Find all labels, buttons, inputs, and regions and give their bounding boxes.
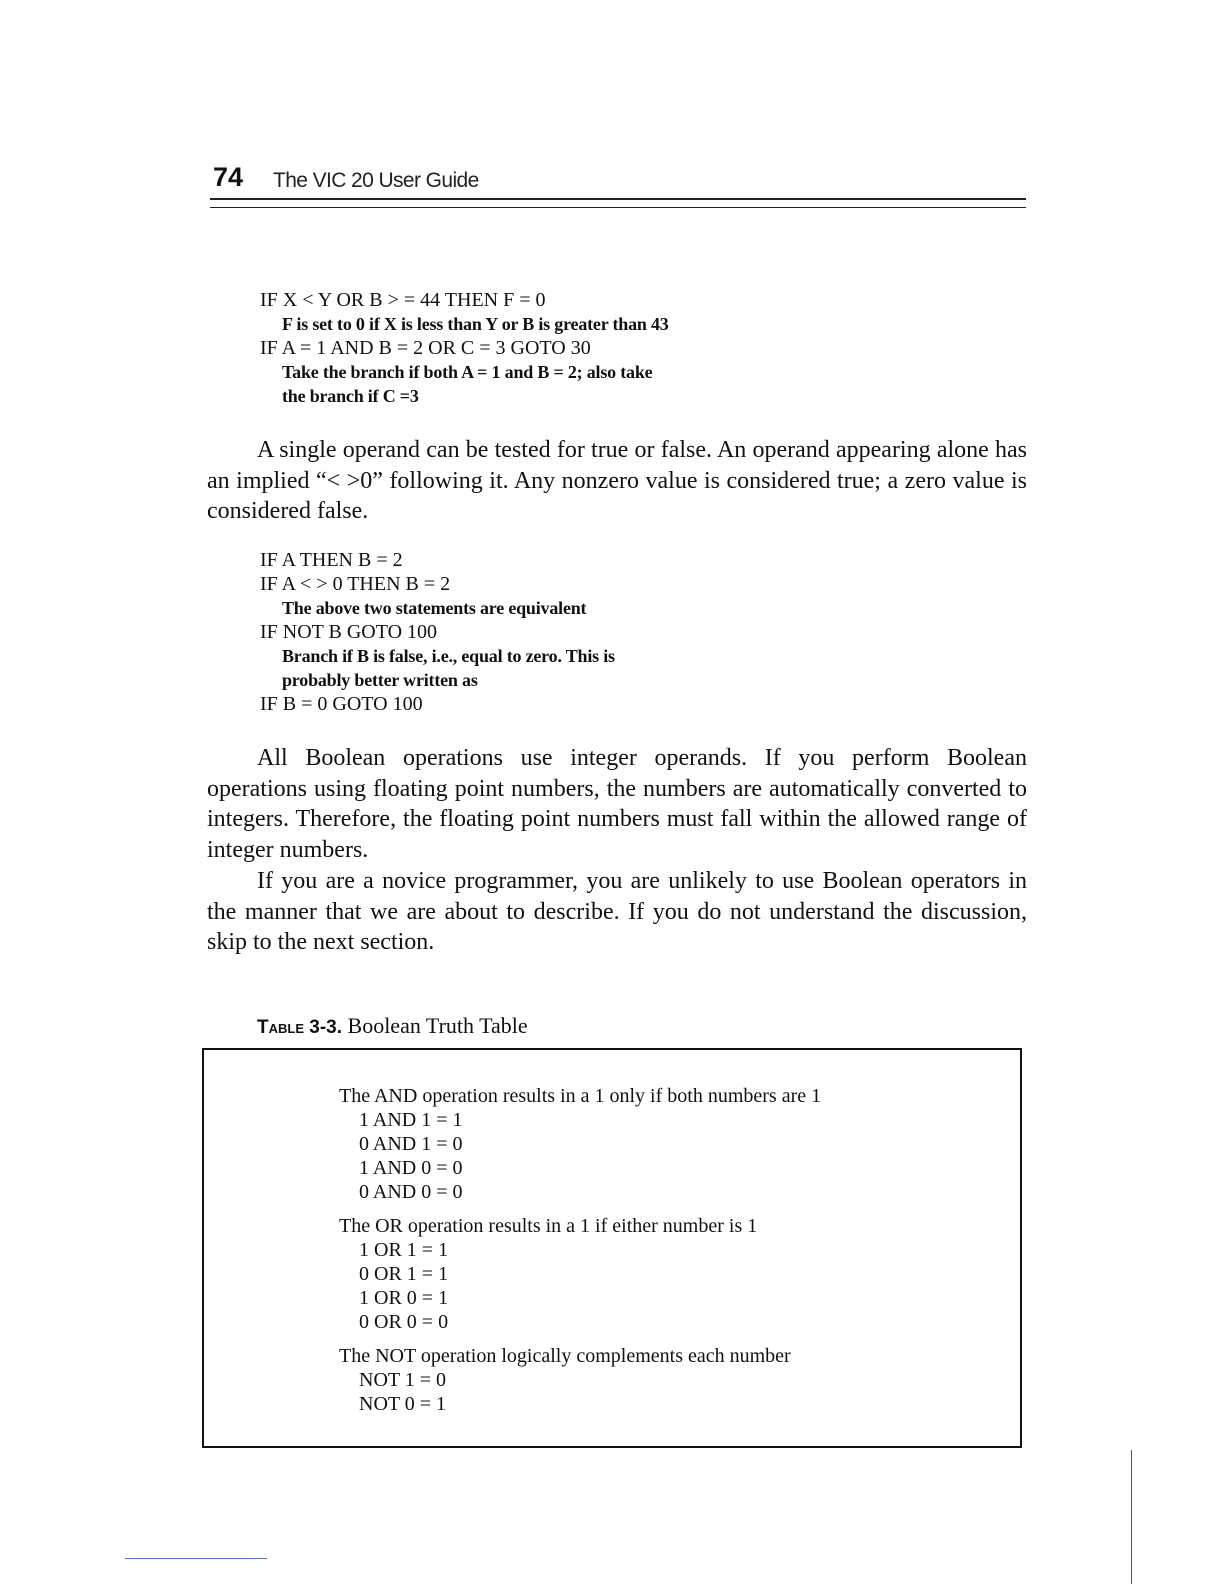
truth-table-heading: The AND operation results in a 1 only if both numbers are 1 bbox=[339, 1085, 822, 1107]
truth-table-row: 0 AND 0 = 0 bbox=[359, 1181, 463, 1203]
code-statement: IF B = 0 GOTO 100 bbox=[260, 693, 423, 715]
paragraph-novice-note: If you are a novice programmer, you are unlikely to use Boolean operators in the manner that we are about to describe. If you do not understand the discussion, skip to the next section. bbox=[207, 868, 1027, 955]
table-label: Table 3-3. bbox=[257, 1017, 343, 1038]
truth-table-group bbox=[339, 1344, 821, 1416]
truth-table-group bbox=[339, 1084, 821, 1204]
table-title: Boolean Truth Table bbox=[347, 1013, 528, 1038]
code-statement: IF A < > 0 THEN B = 2 bbox=[260, 573, 451, 595]
code-statement: IF NOT B GOTO 100 bbox=[260, 621, 438, 643]
code-explanation: probably better written as bbox=[282, 670, 478, 690]
truth-table-group bbox=[339, 1214, 821, 1334]
truth-table-row: 1 AND 1 = 1 bbox=[359, 1109, 463, 1131]
truth-table-row: NOT 0 = 1 bbox=[359, 1393, 447, 1415]
header-rule-thick bbox=[210, 198, 1026, 200]
paragraph-single-operand: A single operand can be tested for true or false. An operand appearing alone has an implied “< >0” following it. Any nonzero value is considered true; a zero value is considered false. bbox=[207, 437, 1027, 524]
truth-table-row: 1 OR 1 = 1 bbox=[359, 1239, 449, 1261]
table-caption bbox=[257, 1013, 528, 1039]
code-explanation: Take the branch if both A = 1 and B = 2; also take bbox=[282, 362, 653, 382]
truth-table-row: 0 AND 1 = 0 bbox=[359, 1133, 463, 1155]
code-explanation: the branch if C =3 bbox=[282, 386, 419, 406]
code-explanation: Branch if B is false, i.e., equal to zero. This is bbox=[282, 646, 615, 666]
code-statement: IF A THEN B = 2 bbox=[260, 549, 403, 571]
code-explanation: The above two statements are equivalent bbox=[282, 598, 587, 618]
header-rule-thin bbox=[210, 207, 1026, 208]
code-explanation: F is set to 0 if X is less than Y or B is greater than 43 bbox=[282, 314, 669, 334]
truth-table-content bbox=[339, 1084, 821, 1426]
truth-table-heading: The NOT operation logically complements each number bbox=[339, 1345, 791, 1367]
truth-table-heading: The OR operation results in a 1 if either number is 1 bbox=[339, 1215, 758, 1237]
code-statement: IF X < Y OR B > = 44 THEN F = 0 bbox=[260, 289, 546, 311]
page-header bbox=[210, 160, 1025, 200]
code-statement: IF A = 1 AND B = 2 OR C = 3 GOTO 30 bbox=[260, 337, 591, 359]
page-number: 74 bbox=[213, 162, 244, 192]
scan-edge-line bbox=[1131, 1450, 1132, 1584]
paragraph-boolean-integers: All Boolean operations use integer operands. If you perform Boolean operations using floating point numbers, the numbers are automatically converted to integers. Therefore, the floating point numbers must fall within the allowed range of integer numbers. bbox=[207, 745, 1027, 863]
truth-table-row: 0 OR 0 = 0 bbox=[359, 1311, 449, 1333]
scan-edge-mark bbox=[125, 1558, 267, 1559]
truth-table-row: 1 AND 0 = 0 bbox=[359, 1157, 463, 1179]
running-title: The VIC 20 User Guide bbox=[273, 169, 479, 192]
truth-table-box bbox=[202, 1048, 1022, 1448]
code-example-block-2 bbox=[260, 548, 615, 716]
truth-table-row: NOT 1 = 0 bbox=[359, 1369, 447, 1391]
code-example-block-1 bbox=[260, 288, 669, 408]
truth-table-row: 1 OR 0 = 1 bbox=[359, 1287, 449, 1309]
truth-table-row: 0 OR 1 = 1 bbox=[359, 1263, 449, 1285]
